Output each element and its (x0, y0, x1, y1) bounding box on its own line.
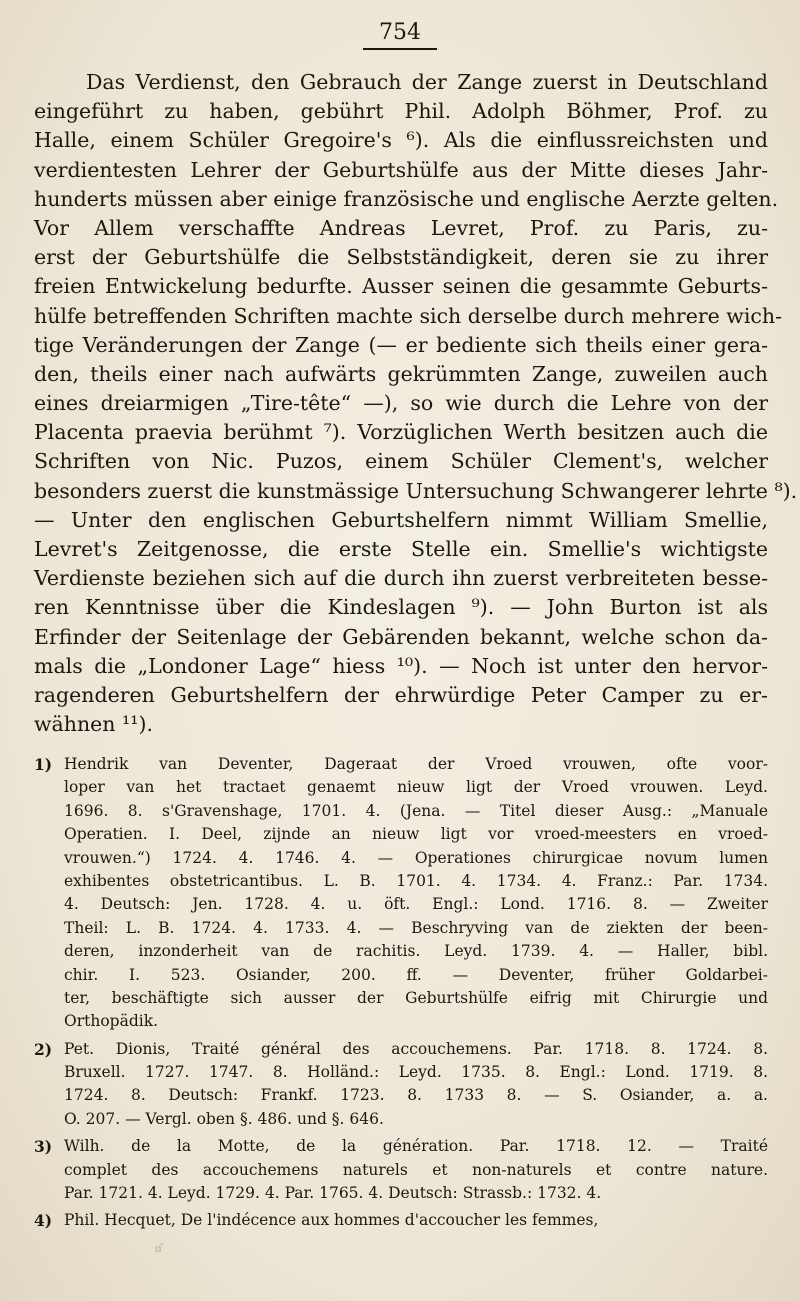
text-line: — Unter den englischen Geburtshelfern nimmt William Smellie, (34, 507, 768, 532)
footnote-line: Theil: L. B. 1724. 4. 1733. 4. — Beschryving van de ziekten der been- (64, 918, 768, 937)
footnote-line: 1696. 8. s'Gravenshage, 1701. 4. (Jena. — Titel dieser Ausg.: „Manuale (64, 801, 768, 820)
footnote-line: Phil. Hecquet, De l'indécence aux hommes d'accoucher les femmes, (64, 1211, 599, 1230)
text-line: tige Veränderungen der Zange (— er bediente sich theils einer gera- (34, 332, 768, 357)
text-line: freien Entwickelung bedurfte. Ausser seinen die gesammte Geburts- (34, 274, 768, 299)
footnotes (34, 753, 768, 1237)
footnote-line: vrouwen.“) 1724. 4. 1746. 4. — Operationes chirurgicae novum lumen (64, 848, 768, 867)
footnote (34, 1038, 768, 1132)
text-line: ren Kenntnisse über die Kindeslagen ⁹). — John Burton ist als (34, 595, 768, 620)
text-line: Verdienste beziehen sich auf die durch ihn zuerst verbreiteten besse- (34, 566, 768, 591)
text-line: ragenderen Geburtshelfern der ehrwürdige Peter Camper zu er- (34, 682, 768, 707)
text-line: Halle, einem Schüler Gregoire's ⁶). Als die einflussreichsten und (34, 128, 768, 153)
page-number (0, 20, 800, 50)
text-line: mals die „Londoner Lage“ hiess ¹⁰). — Noch ist unter den hervor- (34, 653, 768, 678)
text-line: hülfe betreffenden Schriften machte sich derselbe durch mehrere wich- (34, 303, 782, 328)
text-line: eingeführt zu haben, gebührt Phil. Adolph Böhmer, Prof. zu (34, 99, 768, 124)
footnote-line: chir. I. 523. Osiander, 200. ff. — Deventer, früher Goldarbei- (64, 965, 768, 984)
faint-mark: ɑ͂ (155, 1241, 162, 1256)
footnote-line: 4. Deutsch: Jen. 1728. 4. u. öft. Engl.: Lond. 1716. 8. — Zweiter (64, 895, 768, 914)
text-line: Das Verdienst, den Gebrauch der Zange zuerst in Deutschland (86, 70, 768, 94)
text-line: verdientesten Lehrer der Geburtshülfe aus der Mitte dieses Jahr- (34, 157, 768, 182)
footnote-number: 1) (34, 755, 53, 774)
footnote-line: deren, inzonderheit van de rachitis. Leyd. 1739. 4. — Haller, bibl. (64, 942, 768, 961)
footnote-line: ter, beschäftigte sich ausser der Geburtshülfe eifrig mit Chirurgie und (64, 988, 768, 1007)
footnote-line: exhibentes obstetricantibus. L. B. 1701. 4. 1734. 4. Franz.: Par. 1734. (64, 871, 768, 890)
footnote-line: Orthopädik. (64, 1012, 159, 1031)
footnote-line: Par. 1721. 4. Leyd. 1729. 4. Par. 1765. 4. Deutsch: Strassb.: 1732. 4. (64, 1184, 602, 1203)
text-line: besonders zuerst die kunstmässige Untersuchung Schwangerer lehrte ⁸). (34, 478, 798, 503)
footnote (34, 1209, 768, 1232)
footnote-number: 2) (34, 1039, 53, 1059)
text-line: Placenta praevia berühmt ⁷). Vorzüglichen Werth besitzen auch die (34, 420, 768, 445)
footnote-line: Operatien. I. Deel, zijnde an nieuw ligt vor vroed-meesters en vroed- (64, 825, 768, 844)
footnote-line: Hendrik van Deventer, Dageraat der Vroed vrouwen, ofte voor- (64, 755, 768, 773)
footnote-line: O. 207. — Vergl. oben §. 486. und §. 646. (64, 1109, 384, 1128)
text-line: Vor Allem verschaffte Andreas Levret, Prof. zu Paris, zu- (34, 215, 768, 240)
text-line: erst der Geburtshülfe die Selbstständigkeit, deren sie zu ihrer (34, 245, 768, 270)
footnote (34, 1135, 768, 1205)
footnote-line: 1724. 8. Deutsch: Frankf. 1723. 8. 1733 8. — S. Osiander, a. a. (64, 1086, 768, 1105)
text-line: eines dreiarmigen „Tire-tête“ —), so wie durch die Lehre von der (34, 391, 768, 416)
footnote-number: 3) (34, 1137, 53, 1157)
text-line: Erfinder der Seitenlage der Gebärenden bekannt, welche schon da- (34, 624, 768, 649)
text-line: Schriften von Nic. Puzos, einem Schüler Clement's, welcher (34, 449, 768, 474)
footnote-line: Wilh. de la Motte, de la génération. Par. 1718. 12. — Traité (64, 1137, 768, 1156)
footnote-line: Bruxell. 1727. 1747. 8. Holländ.: Leyd. 1735. 8. Engl.: Lond. 1719. 8. (64, 1063, 768, 1082)
text-line: den, theils einer nach aufwärts gekrümmten Zange, zuweilen auch (34, 361, 768, 386)
footnote (34, 753, 768, 1034)
text-line: wähnen ¹¹). (34, 712, 153, 737)
text-line: hunderts müssen aber einige französische und englische Aerzte gelten. (34, 186, 779, 211)
page-number-text: 754 (363, 20, 437, 50)
footnote-number: 4) (34, 1211, 53, 1231)
footnote-line: Pet. Dionis, Traité général des accouchemens. Par. 1718. 8. 1724. 8. (64, 1039, 768, 1058)
text-line: Levret's Zeitgenosse, die erste Stelle ein. Smellie's wichtigste (34, 537, 768, 561)
main-text (34, 68, 798, 739)
footnote-line: complet des accouchemens naturels et non-naturels et contre nature. (64, 1160, 768, 1179)
footnote-line: loper van het tractaet genaemt nieuw ligt der Vroed vrouwen. Leyd. (64, 778, 768, 797)
